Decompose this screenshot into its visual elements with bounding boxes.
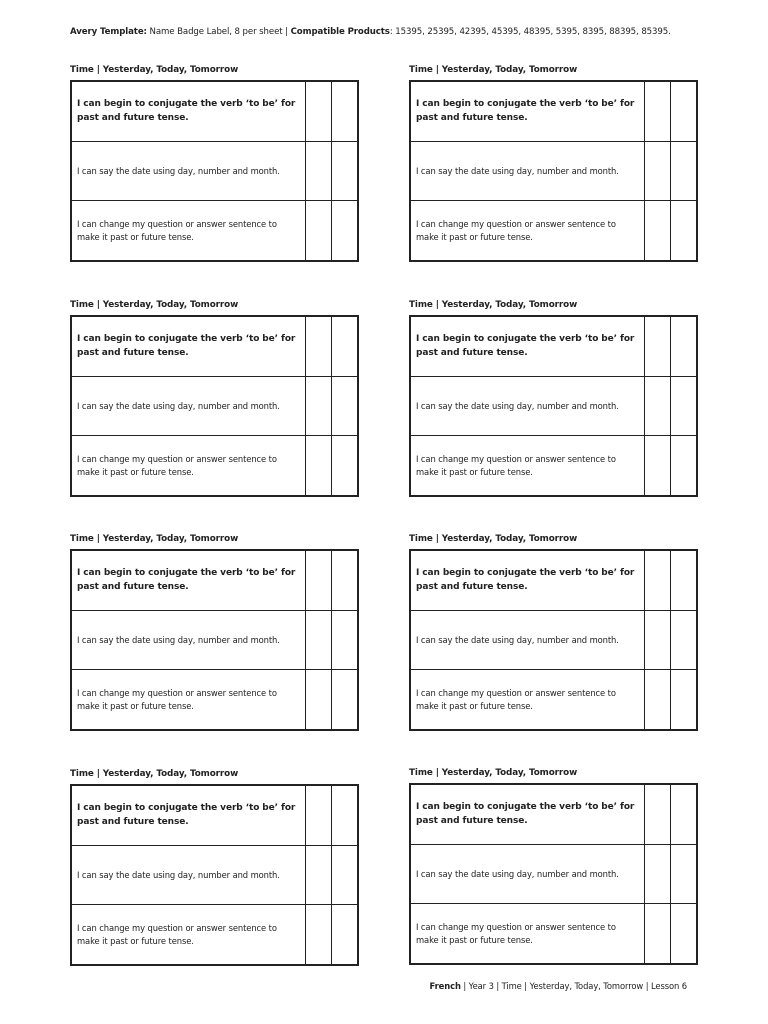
statement-text: I can begin to conjugate the verb ‘to be’ for past and future tense. xyxy=(77,334,296,359)
label-title: Time | Yesterday, Today, Tomorrow xyxy=(70,300,239,310)
statement-grid xyxy=(70,784,359,966)
statement-text: I can say the date using day, number and month. xyxy=(77,634,280,645)
statement-text: I can begin to conjugate the verb ‘to be’ for past and future tense. xyxy=(416,99,635,124)
tick-box[interactable] xyxy=(305,551,331,610)
tick-box[interactable] xyxy=(644,670,670,729)
statement-row xyxy=(411,904,696,963)
footer-subject: French xyxy=(429,981,461,991)
statement-row xyxy=(411,670,696,729)
tick-box[interactable] xyxy=(644,82,670,141)
tick-box[interactable] xyxy=(670,201,696,260)
statement-text: I can say the date using day, number and month. xyxy=(77,869,280,880)
statement-text: I can begin to conjugate the verb ‘to be’ for past and future tense. xyxy=(416,334,635,359)
tick-box[interactable] xyxy=(644,142,670,201)
badge-label-1 xyxy=(70,65,359,262)
statement-row xyxy=(72,846,357,906)
template-label: Avery Template: xyxy=(70,27,147,37)
statement-grid xyxy=(70,315,359,497)
statement-row xyxy=(72,905,357,964)
statement-grid xyxy=(409,783,698,965)
tick-box[interactable] xyxy=(305,201,331,260)
statement-text: I can say the date using day, number and month. xyxy=(416,165,619,176)
tick-box[interactable] xyxy=(644,436,670,495)
statement-text: I can begin to conjugate the verb ‘to be’ for past and future tense. xyxy=(416,802,635,827)
tick-box[interactable] xyxy=(331,846,357,905)
label-title: Time | Yesterday, Today, Tomorrow xyxy=(70,769,239,779)
tick-box[interactable] xyxy=(670,82,696,141)
tick-box[interactable] xyxy=(331,142,357,201)
statement-row xyxy=(72,436,357,495)
statement-text: I can say the date using day, number and month. xyxy=(77,165,280,176)
tick-box[interactable] xyxy=(305,317,331,376)
tick-box[interactable] xyxy=(331,436,357,495)
template-info-header xyxy=(70,27,671,37)
statement-row xyxy=(411,82,696,142)
tick-box[interactable] xyxy=(331,82,357,141)
tick-box[interactable] xyxy=(644,377,670,436)
tick-box[interactable] xyxy=(305,142,331,201)
tick-box[interactable] xyxy=(305,436,331,495)
statement-text: I can begin to conjugate the verb ‘to be’ for past and future tense. xyxy=(77,99,296,124)
statement-row xyxy=(72,551,357,611)
statement-row xyxy=(411,201,696,260)
statement-text: I can change my question or answer sentence to make it past or future tense. xyxy=(77,687,277,711)
tick-box[interactable] xyxy=(670,904,696,963)
statement-text: I can change my question or answer sentence to make it past or future tense. xyxy=(416,921,616,945)
tick-box[interactable] xyxy=(331,201,357,260)
label-title: Time | Yesterday, Today, Tomorrow xyxy=(409,65,578,75)
statement-grid xyxy=(70,549,359,731)
statement-grid xyxy=(409,315,698,497)
statement-text: I can change my question or answer sentence to make it past or future tense. xyxy=(77,218,277,242)
tick-box[interactable] xyxy=(644,317,670,376)
badge-label-2 xyxy=(409,65,698,262)
tick-box[interactable] xyxy=(305,377,331,436)
statement-row xyxy=(411,317,696,377)
tick-box[interactable] xyxy=(305,846,331,905)
badge-label-7 xyxy=(70,769,359,966)
badge-label-3 xyxy=(70,300,359,497)
statement-grid xyxy=(409,549,698,731)
tick-box[interactable] xyxy=(331,611,357,670)
tick-box[interactable] xyxy=(644,785,670,844)
label-title: Time | Yesterday, Today, Tomorrow xyxy=(409,768,578,778)
label-title: Time | Yesterday, Today, Tomorrow xyxy=(409,300,578,310)
badge-label-8 xyxy=(409,768,698,965)
badge-label-6 xyxy=(409,534,698,731)
statement-text: I can change my question or answer sentence to make it past or future tense. xyxy=(77,453,277,477)
statement-text: I can say the date using day, number and month. xyxy=(77,400,280,411)
statement-row xyxy=(72,670,357,729)
tick-box[interactable] xyxy=(670,436,696,495)
statement-text: I can begin to conjugate the verb ‘to be’ for past and future tense. xyxy=(416,568,635,593)
footer-details: | Year 3 | Time | Yesterday, Today, Tomorrow | Lesson 6 xyxy=(460,981,687,991)
statement-text: I can begin to conjugate the verb ‘to be’ for past and future tense. xyxy=(77,568,296,593)
label-title: Time | Yesterday, Today, Tomorrow xyxy=(70,534,239,544)
tick-box[interactable] xyxy=(670,785,696,844)
tick-box[interactable] xyxy=(305,611,331,670)
statement-text: I can begin to conjugate the verb ‘to be’ for past and future tense. xyxy=(77,803,296,828)
statement-text: I can say the date using day, number and month. xyxy=(416,400,619,411)
tick-box[interactable] xyxy=(331,786,357,845)
tick-box[interactable] xyxy=(670,670,696,729)
tick-box[interactable] xyxy=(670,551,696,610)
tick-box[interactable] xyxy=(305,905,331,964)
statement-grid xyxy=(70,80,359,262)
compatible-products-label: Compatible Products xyxy=(290,27,390,37)
tick-box[interactable] xyxy=(670,845,696,904)
tick-box[interactable] xyxy=(644,611,670,670)
label-title: Time | Yesterday, Today, Tomorrow xyxy=(70,65,239,75)
statement-row xyxy=(411,436,696,495)
tick-box[interactable] xyxy=(670,317,696,376)
statement-row xyxy=(411,845,696,905)
template-value: Name Badge Label, 8 per sheet | xyxy=(146,27,291,37)
statement-text: I can change my question or answer sentence to make it past or future tense. xyxy=(416,218,616,242)
statement-row xyxy=(72,317,357,377)
tick-box[interactable] xyxy=(305,670,331,729)
tick-box[interactable] xyxy=(670,142,696,201)
statement-text: I can say the date using day, number and month. xyxy=(416,868,619,879)
statement-row xyxy=(411,377,696,437)
statement-row xyxy=(411,142,696,202)
statement-row xyxy=(72,786,357,846)
statement-text: I can change my question or answer sentence to make it past or future tense. xyxy=(416,453,616,477)
statement-row xyxy=(72,377,357,437)
tick-box[interactable] xyxy=(670,611,696,670)
tick-box[interactable] xyxy=(331,317,357,376)
label-title: Time | Yesterday, Today, Tomorrow xyxy=(409,534,578,544)
statement-row xyxy=(72,142,357,202)
statement-row xyxy=(72,611,357,671)
tick-box[interactable] xyxy=(331,551,357,610)
statement-grid xyxy=(409,80,698,262)
tick-box[interactable] xyxy=(331,377,357,436)
badge-label-5 xyxy=(70,534,359,731)
tick-box[interactable] xyxy=(644,845,670,904)
badge-label-4 xyxy=(409,300,698,497)
statement-text: I can change my question or answer sentence to make it past or future tense. xyxy=(77,922,277,946)
tick-box[interactable] xyxy=(670,377,696,436)
tick-box[interactable] xyxy=(644,904,670,963)
statement-text: I can say the date using day, number and month. xyxy=(416,634,619,645)
statement-row xyxy=(72,82,357,142)
compatible-products-value: : 15395, 25395, 42395, 45395, 48395, 5395, 8395, 88395, 85395. xyxy=(389,27,671,37)
tick-box[interactable] xyxy=(305,786,331,845)
tick-box[interactable] xyxy=(331,670,357,729)
statement-text: I can change my question or answer sentence to make it past or future tense. xyxy=(416,687,616,711)
page-footer xyxy=(430,981,687,991)
tick-box[interactable] xyxy=(644,201,670,260)
tick-box[interactable] xyxy=(331,905,357,964)
statement-row xyxy=(411,785,696,845)
statement-row xyxy=(411,551,696,611)
statement-row xyxy=(411,611,696,671)
tick-box[interactable] xyxy=(644,551,670,610)
tick-box[interactable] xyxy=(305,82,331,141)
statement-row xyxy=(72,201,357,260)
